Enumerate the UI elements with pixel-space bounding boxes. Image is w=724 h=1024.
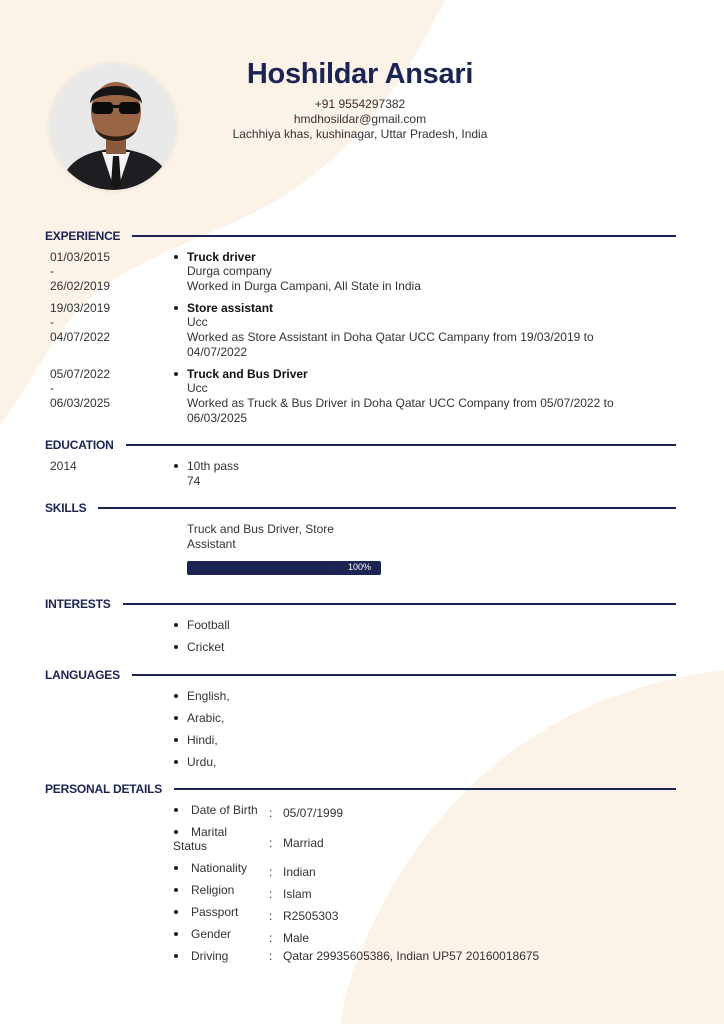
experience-role: Truck and Bus Driver [187, 367, 308, 381]
language-item: Arabic, [187, 711, 225, 725]
detail-colon: : [269, 887, 273, 901]
bullet [174, 738, 178, 742]
skills-header [45, 501, 676, 515]
section-divider [174, 788, 676, 790]
section-divider [98, 507, 676, 509]
section-divider [126, 444, 676, 446]
experience-title: EXPERIENCE [45, 229, 121, 243]
experience-description: 04/07/2022 [187, 345, 248, 359]
detail-colon: : [269, 836, 273, 850]
language-item: English, [187, 689, 230, 703]
experience-start-date: 01/03/2015 [50, 250, 111, 264]
section-divider [132, 674, 676, 676]
detail-value: Male [283, 931, 310, 945]
bullet [174, 372, 178, 376]
education-header [45, 438, 676, 452]
interests-header [45, 597, 676, 611]
bullet [174, 255, 178, 259]
detail-value: R2505303 [283, 909, 339, 923]
section-divider [123, 603, 676, 605]
interests-title: INTERESTS [45, 597, 111, 611]
experience-end-date: 26/02/2019 [50, 279, 111, 293]
personal-details-header [45, 782, 676, 796]
bullet [174, 716, 178, 720]
experience-description: 06/03/2025 [187, 411, 248, 425]
detail-value: Indian [283, 865, 316, 879]
languages-header [45, 668, 676, 682]
skill-level-label: 100% [347, 562, 371, 572]
bullet [174, 866, 178, 870]
personal-details-title: PERSONAL DETAILS [45, 782, 163, 796]
education-title: EDUCATION [45, 438, 114, 452]
detail-colon: : [269, 865, 273, 879]
bullet [174, 808, 178, 812]
section-divider [132, 235, 676, 237]
language-item: Hindi, [187, 733, 218, 747]
profile-photo [47, 61, 179, 193]
bullet [174, 645, 178, 649]
experience-end-date: 04/07/2022 [50, 330, 111, 344]
experience-date-separator: - [50, 315, 54, 329]
bullet [174, 830, 178, 834]
bullet [174, 694, 178, 698]
bullet [174, 464, 178, 468]
detail-colon: : [269, 931, 273, 945]
detail-label: Status [173, 839, 208, 853]
detail-value: Marriad [283, 836, 324, 850]
experience-end-date: 06/03/2025 [50, 396, 111, 410]
education-score: 74 [187, 474, 201, 488]
phone-number: +91 9554297382 [314, 97, 406, 111]
email-address: hmdhosildar@gmail.com [293, 112, 427, 126]
bullet [174, 910, 178, 914]
experience-role: Truck driver [187, 250, 256, 264]
experience-description: Worked in Durga Campani, All State in India [187, 279, 421, 293]
detail-value: 05/07/1999 [283, 806, 344, 820]
detail-label: Religion [191, 883, 235, 897]
skills-title: SKILLS [45, 501, 87, 515]
experience-date-separator: - [50, 264, 54, 278]
experience-start-date: 05/07/2022 [50, 367, 111, 381]
bullet [174, 954, 178, 958]
detail-label: Passport [191, 905, 239, 919]
detail-label: Driving [191, 949, 229, 963]
bullet [174, 760, 178, 764]
detail-label: Marital [191, 825, 228, 839]
skill-level-bar [187, 561, 381, 575]
detail-colon: : [269, 806, 273, 820]
interest-item: Cricket [187, 640, 225, 654]
experience-description: Worked as Store Assistant in Doha Qatar UCC Campany from 19/03/2019 to [187, 330, 594, 344]
experience-role: Store assistant [187, 301, 274, 315]
detail-colon: : [269, 949, 273, 963]
detail-value: Islam [283, 887, 312, 901]
detail-label: Gender [191, 927, 232, 941]
experience-company: Ucc [187, 381, 208, 395]
interest-item: Football [187, 618, 230, 632]
detail-label: Date of Birth [191, 803, 258, 817]
detail-label: Nationality [191, 861, 248, 875]
bullet [174, 932, 178, 936]
language-item: Urdu, [187, 755, 217, 769]
experience-start-date: 19/03/2019 [50, 301, 111, 315]
person-icon [50, 64, 179, 193]
detail-colon: : [269, 909, 273, 923]
education-year: 2014 [50, 459, 77, 473]
education-degree: 10th pass [187, 459, 240, 473]
experience-description: Worked as Truck & Bus Driver in Doha Qatar UCC Company from 05/07/2022 to [187, 396, 614, 410]
experience-company: Durga company [187, 264, 272, 278]
experience-company: Ucc [187, 315, 208, 329]
home-address: Lachhiya khas, kushinagar, Uttar Pradesh, India [232, 127, 488, 141]
experience-header [45, 229, 676, 243]
skill-name: Truck and Bus Driver, Store [187, 522, 334, 536]
bullet [174, 888, 178, 892]
bullet [174, 306, 178, 310]
skill-name: Assistant [187, 537, 236, 551]
candidate-name: Hoshildar Ansari [246, 58, 474, 90]
languages-title: LANGUAGES [45, 668, 120, 682]
detail-value: Qatar 29935605386, Indian UP57 20160018675 [283, 949, 540, 963]
experience-date-separator: - [50, 381, 54, 395]
bullet [174, 623, 178, 627]
